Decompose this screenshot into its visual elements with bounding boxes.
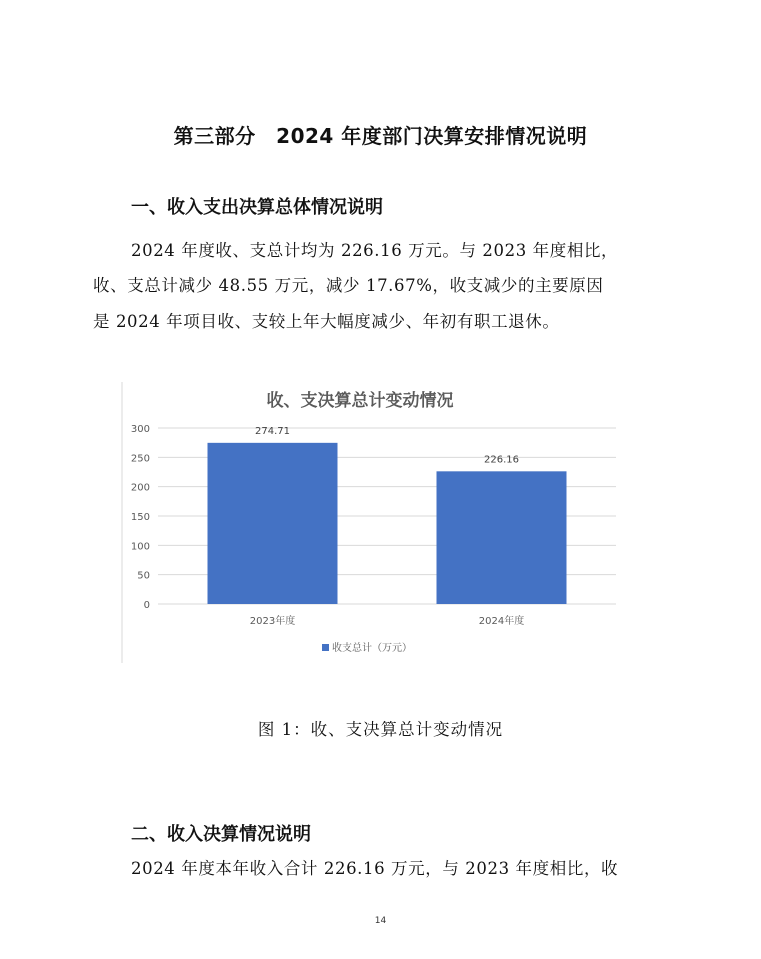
x-tick-label: 2024年度	[478, 616, 525, 627]
bar	[437, 471, 567, 604]
y-tick-label: 200	[130, 482, 150, 494]
page-number: 14	[374, 916, 387, 926]
section-heading-1: 一、收入支出决算总体情况说明	[131, 197, 383, 218]
y-tick-label: 150	[130, 512, 150, 523]
paragraph-line: 是 2024 年项目收、支较上年大幅度减少、年初有职工退休。	[93, 312, 560, 331]
y-tick-label: 100	[130, 541, 150, 553]
data-label: 226.16	[484, 454, 519, 466]
x-tick-label: 2023年度	[249, 616, 296, 627]
y-tick-label: 50	[137, 570, 150, 582]
figure-caption: 图 1：收、支决算总计变动情况	[257, 720, 504, 739]
bar-chart	[120, 380, 640, 665]
section-heading-2: 二、收入决算情况说明	[131, 824, 311, 845]
y-tick-label: 250	[130, 453, 150, 465]
y-tick-label: 0	[143, 600, 150, 611]
legend-label: 收支总计（万元）	[332, 643, 412, 654]
paragraph-line: 收、支总计减少 48.55 万元，减少 17.67%，收支减少的主要原因	[93, 276, 604, 295]
chart-title: 收、支决算总计变动情况	[266, 391, 454, 411]
page-title: 第三部分 2024 年度部门决算安排情况说明	[173, 124, 588, 148]
data-label: 274.71	[255, 425, 290, 437]
bar-chart-svg	[120, 380, 640, 665]
bar	[208, 443, 338, 604]
legend-swatch	[322, 644, 329, 651]
paragraph-line: 2024 年度收、支总计均为 226.16 万元。与 2023 年度相比，	[131, 241, 619, 260]
paragraph-line: 2024 年度本年收入合计 226.16 万元，与 2023 年度相比，收	[131, 859, 619, 878]
y-tick-label: 300	[130, 424, 150, 435]
